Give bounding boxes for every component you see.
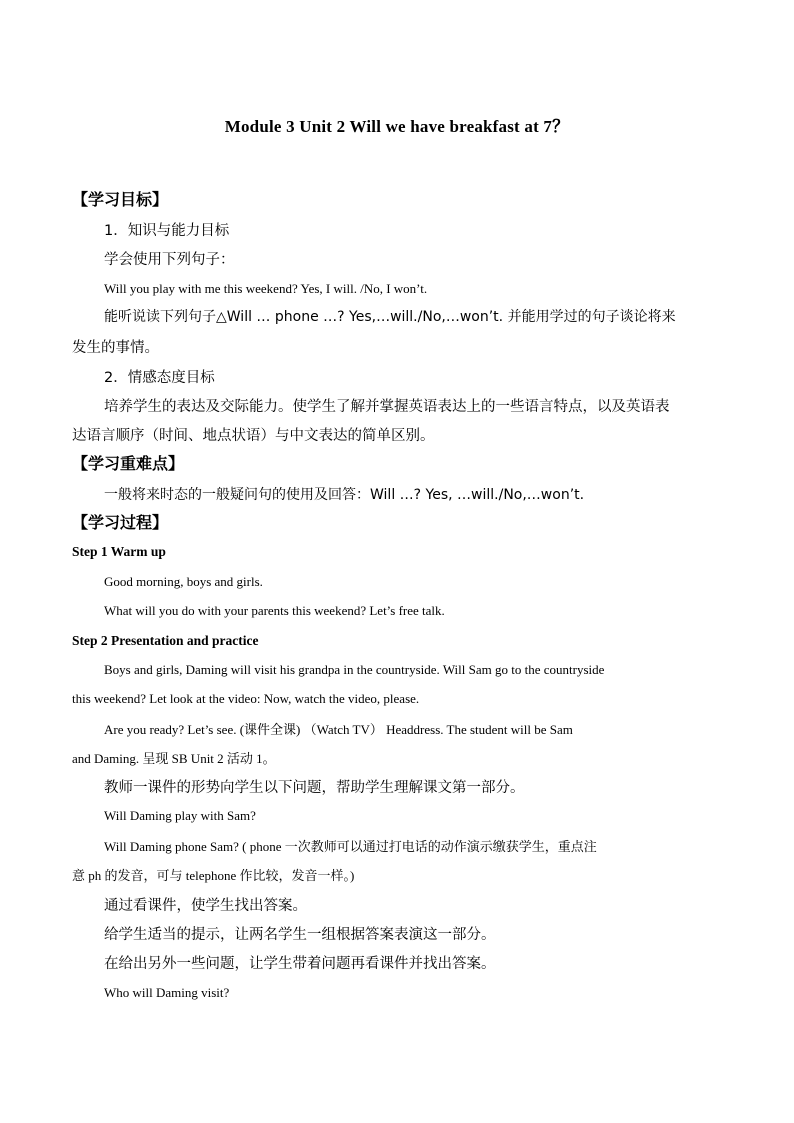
document-title: Module 3 Unit 2 Will we have breakfast at 7？ — [224, 117, 570, 136]
step-1-line-1: Good morning, boys and girls. — [104, 574, 263, 589]
step-2-line-3: Are you ready? Let’s see. (课件全课) （Watch TV） Headdress. The student will be Sam — [104, 722, 573, 737]
objective-1-example: Will you play with me this weekend? Yes, I will. /No, I won’t. — [104, 281, 428, 296]
objective-2-title: 2．情感态度目标 — [104, 370, 215, 386]
step-2-line-1: Boys and girls, Daming will visit his grandpa in the countryside. Will Sam go to the countryside — [104, 662, 605, 677]
step-2-line-6: Will Daming play with Sam? — [104, 808, 256, 823]
process-heading: 【学习过程】 — [72, 513, 169, 532]
step-2-title: Step 2 Presentation and practice — [72, 633, 259, 648]
objective-1-intro: 学会使用下列句子： — [104, 252, 235, 268]
objective-2-desc-line1: 培养学生的表达及交际能力。使学生了解并掌握英语表达上的一些语言特点，以及英语表 — [104, 399, 670, 415]
step-2-line-5: 教师一课件的形势向学生以下问题，帮助学生理解课文第一部分。 — [104, 780, 525, 796]
step-2-line-2: this weekend? Let look at the video: Now, watch the video, please. — [72, 691, 420, 706]
key-points-heading: 【学习重难点】 — [72, 454, 185, 473]
step-1-line-2: What will you do with your parents this weekend? Let’s free talk. — [104, 603, 445, 618]
step-2-line-9: 通过看课件，使学生找出答案。 — [104, 898, 307, 914]
objective-1-title: 1．知识与能力目标 — [104, 223, 230, 239]
objective-2-desc-line2: 达语言顺序（时间、地点状语）与中文表达的简单区别。 — [72, 428, 435, 444]
objective-1-desc-line1: 能听说读下列句子△Will … phone …? Yes,…will./No,…won’t. 并能用学过的句子谈论将来 — [104, 309, 676, 325]
step-2-line-8: 意 ph 的发音，可与 telephone 作比较，发音一样。) — [72, 868, 355, 883]
step-2-line-10: 给学生适当的提示，让两名学生一组根据答案表演这一部分。 — [104, 927, 496, 943]
step-2-line-11: 在给出另外一些问题，让学生带着问题再看课件并找出答案。 — [104, 956, 496, 972]
step-2-line-12: Who will Daming visit? — [104, 985, 230, 1000]
key-points-text: 一般将来时态的一般疑问句的使用及回答：Will …? Yes, …will./No,…won’t. — [104, 487, 585, 503]
objectives-heading: 【学习目标】 — [72, 190, 169, 209]
step-1-title: Step 1 Warm up — [72, 544, 166, 559]
objective-1-desc-line2: 发生的事情。 — [72, 340, 159, 356]
step-2-line-7: Will Daming phone Sam? ( phone 一次教师可以通过打电话的动作演示缴获学生，重点注 — [104, 839, 597, 854]
step-2-line-4: and Daming. 呈现 SB Unit 2 活动 1。 — [72, 751, 276, 766]
